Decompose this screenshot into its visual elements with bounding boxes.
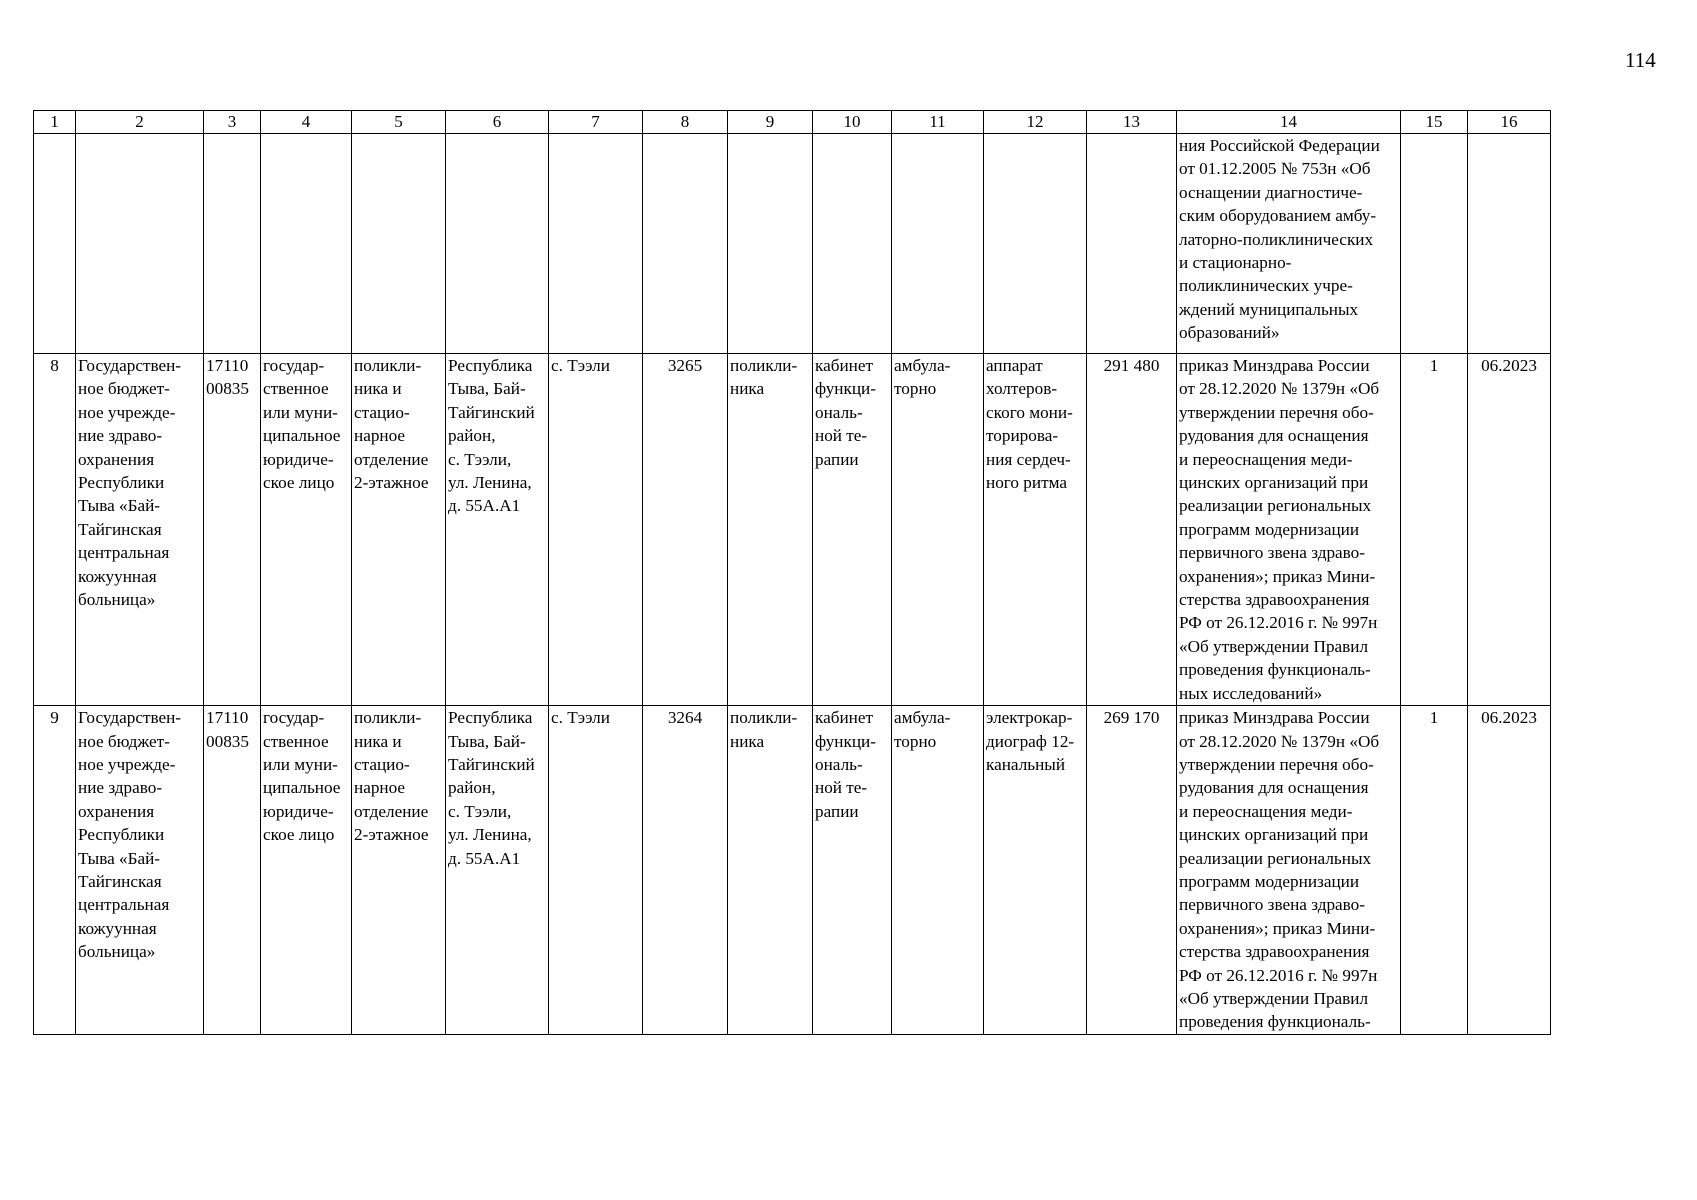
column-header: 12 [984, 111, 1087, 134]
equipment-cell: аппарат холтеров- ского мони- торирова- ния сердеч- ного ритма [984, 354, 1087, 706]
continuation-row [34, 134, 1551, 354]
equipment-cell: электрокар- диограф 12- канальный [984, 706, 1087, 1035]
table-cell [892, 134, 984, 354]
building-cell: поликли- ника и стацио- нарное отделение 2-этажное [352, 706, 446, 1035]
care-mode-cell: амбула- торно [892, 354, 984, 706]
department-cell: кабинет функци- ональ- ной те- рапии [813, 706, 892, 1035]
care-mode-cell: амбула- торно [892, 706, 984, 1035]
number-cell: 3265 [643, 354, 728, 706]
column-header: 9 [728, 111, 813, 134]
department-cell: кабинет функци- ональ- ной те- рапии [813, 354, 892, 706]
locality-cell: с. Тээли [549, 354, 643, 706]
date-cell: 06.2023 [1468, 706, 1551, 1035]
column-header: 3 [204, 111, 261, 134]
column-header: 11 [892, 111, 984, 134]
code-cell: 17110 00835 [204, 354, 261, 706]
table-cell [984, 134, 1087, 354]
table-cell [1468, 134, 1551, 354]
cost-cell: 291 480 [1087, 354, 1177, 706]
column-header: 8 [643, 111, 728, 134]
organization-name-cell: Государствен- ное бюджет- ное учрежде- ние здраво- охранения Республики Тыва «Бай- Тайгинская центральная кожуунная больница» [76, 706, 204, 1035]
legal-form-cell: государ- ственное или муни- ципальное юридиче- ское лицо [261, 354, 352, 706]
column-number-row [34, 111, 1551, 134]
table-row [34, 706, 1551, 1035]
column-header: 6 [446, 111, 549, 134]
locality-cell: с. Тээли [549, 706, 643, 1035]
organization-name-cell: Государствен- ное бюджет- ное учрежде- ние здраво- охранения Республики Тыва «Бай- Тайгинская центральная кожуунная больница» [76, 354, 204, 706]
code-cell: 17110 00835 [204, 706, 261, 1035]
date-cell: 06.2023 [1468, 354, 1551, 706]
column-header: 16 [1468, 111, 1551, 134]
column-header: 2 [76, 111, 204, 134]
table-cell [352, 134, 446, 354]
legal-basis-cell: ния Российской Федерации от 01.12.2005 № 753н «Об оснащении диагностиче- ским оборудованием амбу- латорно-поликлинических и стационарно- поликлинических учре- ждений муниципальных образований» [1177, 134, 1401, 354]
table-cell [261, 134, 352, 354]
legal-basis-cell: приказ Минздрава России от 28.12.2020 № 1379н «Об утверждении перечня обо- рудования для оснащения и переоснащения меди- цинских организаций при реализации региональных программ модернизации первичного звена здраво- охранения»; приказ Мини- стерства здравоохранения РФ от 26.12.2016 г. № 997н «Об утверждении Правил проведения функциональ- ных исследований» [1177, 354, 1401, 706]
number-cell: 3264 [643, 706, 728, 1035]
column-header: 13 [1087, 111, 1177, 134]
legal-form-cell: государ- ственное или муни- ципальное юридиче- ское лицо [261, 706, 352, 1035]
table-cell [204, 134, 261, 354]
column-header: 10 [813, 111, 892, 134]
table-cell [1401, 134, 1468, 354]
building-cell: поликли- ника и стацио- нарное отделение 2-этажное [352, 354, 446, 706]
column-header: 14 [1177, 111, 1401, 134]
column-header: 1 [34, 111, 76, 134]
table-cell [813, 134, 892, 354]
column-header: 4 [261, 111, 352, 134]
row-number-cell: 8 [34, 354, 76, 706]
table-cell [34, 134, 76, 354]
table-cell [1087, 134, 1177, 354]
table-cell [643, 134, 728, 354]
quantity-cell: 1 [1401, 706, 1468, 1035]
column-header: 15 [1401, 111, 1468, 134]
table-cell [446, 134, 549, 354]
address-cell: Республика Тыва, Бай- Тайгинский район, с. Тээли, ул. Ленина, д. 55А.А1 [446, 354, 549, 706]
table-cell [728, 134, 813, 354]
column-header: 5 [352, 111, 446, 134]
equipment-table [33, 110, 1551, 1035]
table-row [34, 354, 1551, 706]
table-cell [76, 134, 204, 354]
table-cell [549, 134, 643, 354]
column-header: 7 [549, 111, 643, 134]
legal-basis-cell: приказ Минздрава России от 28.12.2020 № 1379н «Об утверждении перечня обо- рудования для оснащения и переоснащения меди- цинских организаций при реализации региональных программ модернизации первичного звена здраво- охранения»; приказ Мини- стерства здравоохранения РФ от 26.12.2016 г. № 997н «Об утверждении Правил проведения функциональ- [1177, 706, 1401, 1035]
cost-cell: 269 170 [1087, 706, 1177, 1035]
address-cell: Республика Тыва, Бай- Тайгинский район, с. Тээли, ул. Ленина, д. 55А.А1 [446, 706, 549, 1035]
unit-type-cell: поликли- ника [728, 706, 813, 1035]
quantity-cell: 1 [1401, 354, 1468, 706]
page-number: 114 [1625, 48, 1656, 72]
unit-type-cell: поликли- ника [728, 354, 813, 706]
row-number-cell: 9 [34, 706, 76, 1035]
